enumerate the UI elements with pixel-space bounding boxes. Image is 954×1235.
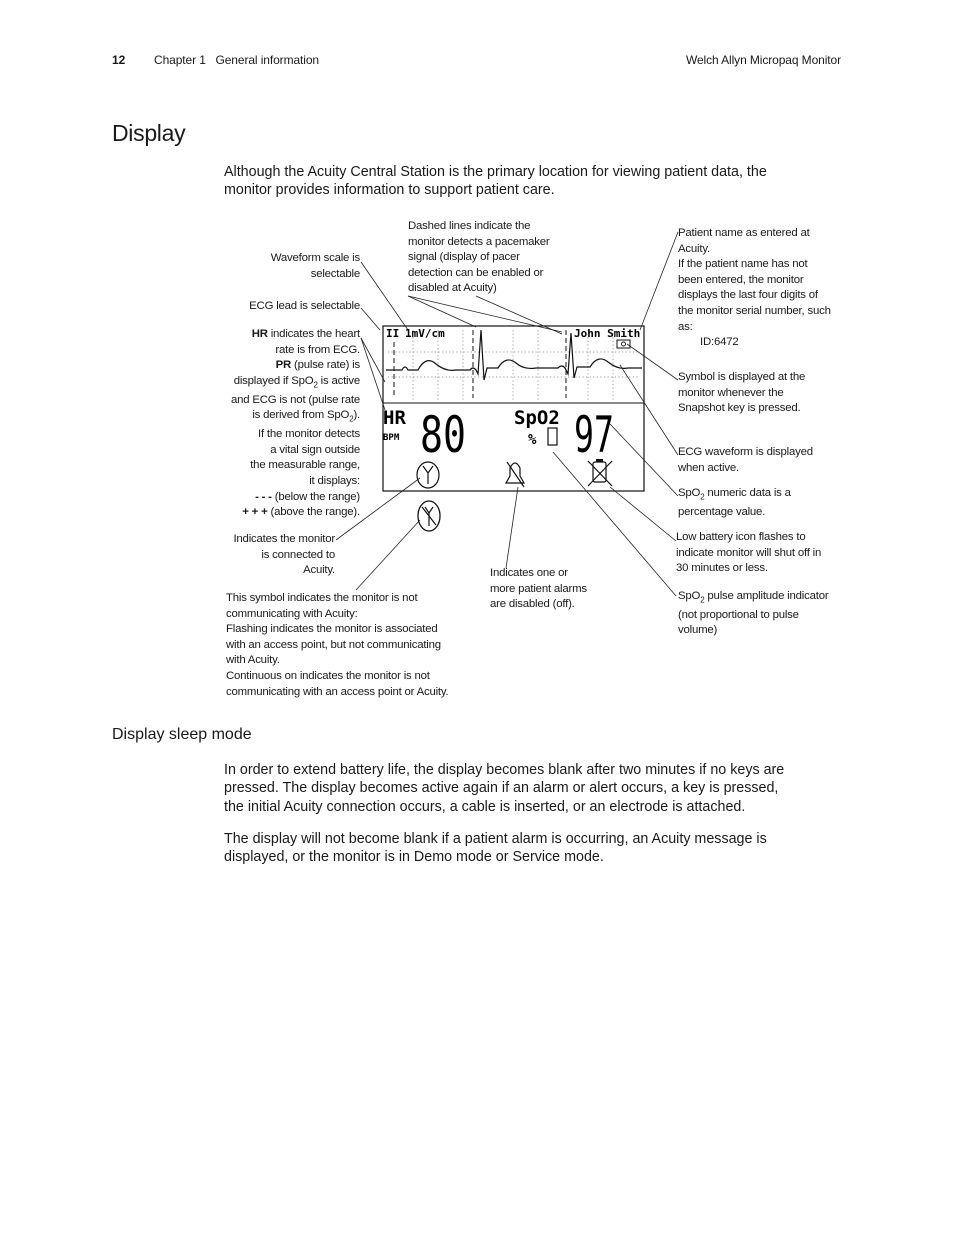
patient-name-text: John Smith bbox=[574, 327, 641, 340]
section-title-display: Display bbox=[112, 120, 186, 146]
callout-pulse-amplitude: SpO$_2$ pulse amplitude indicator (not proportional to pulse volume) bbox=[678, 590, 829, 637]
ecg-lead-text: II bbox=[386, 327, 400, 340]
callout-acuity-connected: Indicates the monitor is connected to Acuity. bbox=[233, 533, 335, 577]
snapshot-camera-icon bbox=[617, 340, 630, 348]
callout-ecg-lead: ECG lead is selectable bbox=[249, 300, 360, 312]
callout-pacemaker: Dashed lines indicate the monitor detects a pacemaker signal (display of pacer detection can be enabled or disabled at Acuity) bbox=[408, 220, 550, 295]
hr-unit: BPM bbox=[383, 433, 400, 443]
section-title-sleep-mode: Display sleep mode bbox=[112, 726, 252, 743]
waveform-scale-text: 1mV/cm bbox=[405, 327, 445, 340]
sleep-paragraph-1: In order to extend battery life, the display becomes blank after two minutes if no keys are pressed. The display becomes active again if an alarm or alert occurs, a key is pressed, the initial Acuity connection occurs, a cable is inserted, or an electrode is attached. bbox=[224, 762, 785, 815]
spo2-label: SpO2 bbox=[514, 407, 560, 429]
sleep-paragraph-2: The display will not become blank if a patient alarm is occurring, an Acuity message is displayed, or the monitor is in Demo mode or Service mode. bbox=[224, 831, 767, 866]
spo2-unit: % bbox=[528, 432, 537, 448]
callout-ecg-waveform: ECG waveform is displayed when active. bbox=[678, 446, 813, 474]
callout-not-communicating: This symbol indicates the monitor is not communicating with Acuity: Flashing indicates the monitor is associated with an access point, but not communicating with Acuity. Continuous on indicates the monitor is not communicating with an access point or Acuity. bbox=[226, 592, 449, 698]
product-name: Welch Allyn Micropaq Monitor bbox=[685, 53, 841, 67]
acuity-connected-icon bbox=[417, 462, 439, 488]
hr-label: HR bbox=[383, 407, 406, 429]
chapter-title: Chapter 1 General information bbox=[154, 53, 319, 67]
callout-alarms-disabled: Indicates one or more patient alarms are disabled (off). bbox=[490, 567, 587, 611]
intro-line: monitor provides information to support patient care. bbox=[224, 182, 555, 199]
spo2-value: 97 bbox=[574, 406, 614, 464]
pulse-amplitude-bar bbox=[548, 428, 557, 445]
acuity-not-communicating-icon bbox=[418, 501, 440, 531]
callout-low-battery: Low battery icon flashes to indicate monitor will shut off in 30 minutes or less. bbox=[676, 531, 822, 575]
callout-waveform-scale: Waveform scale is selectable bbox=[270, 252, 360, 280]
callout-spo2-numeric: SpO$_2$ numeric data is a percentage value. bbox=[678, 487, 791, 518]
callout-patient-name: Patient name as entered at Acuity. If the patient name has not been entered, the monitor displays the last four digits of the monitor serial number, such as: ID:6472 bbox=[678, 227, 831, 349]
callout-hr-pr: HR indicates the heart rate is from ECG. PR (pulse rate) is displayed if SpO$_2$ is active and ECG is not (pulse rate is derived from SpO$_2$). If the monitor detects a vital sign outside the measurable range, it displays: - - - (below the range) + + + (above the range). bbox=[230, 328, 360, 519]
waveform-grid bbox=[388, 330, 640, 400]
callout-snapshot: Symbol is displayed at the monitor whenever the Snapshot key is pressed. bbox=[678, 371, 806, 415]
intro-line: Although the Acuity Central Station is the primary location for viewing patient data, the bbox=[224, 164, 767, 180]
alarm-disabled-bell-icon bbox=[506, 462, 524, 487]
hr-value: 80 bbox=[420, 406, 466, 464]
page-number: 12 bbox=[112, 53, 126, 67]
